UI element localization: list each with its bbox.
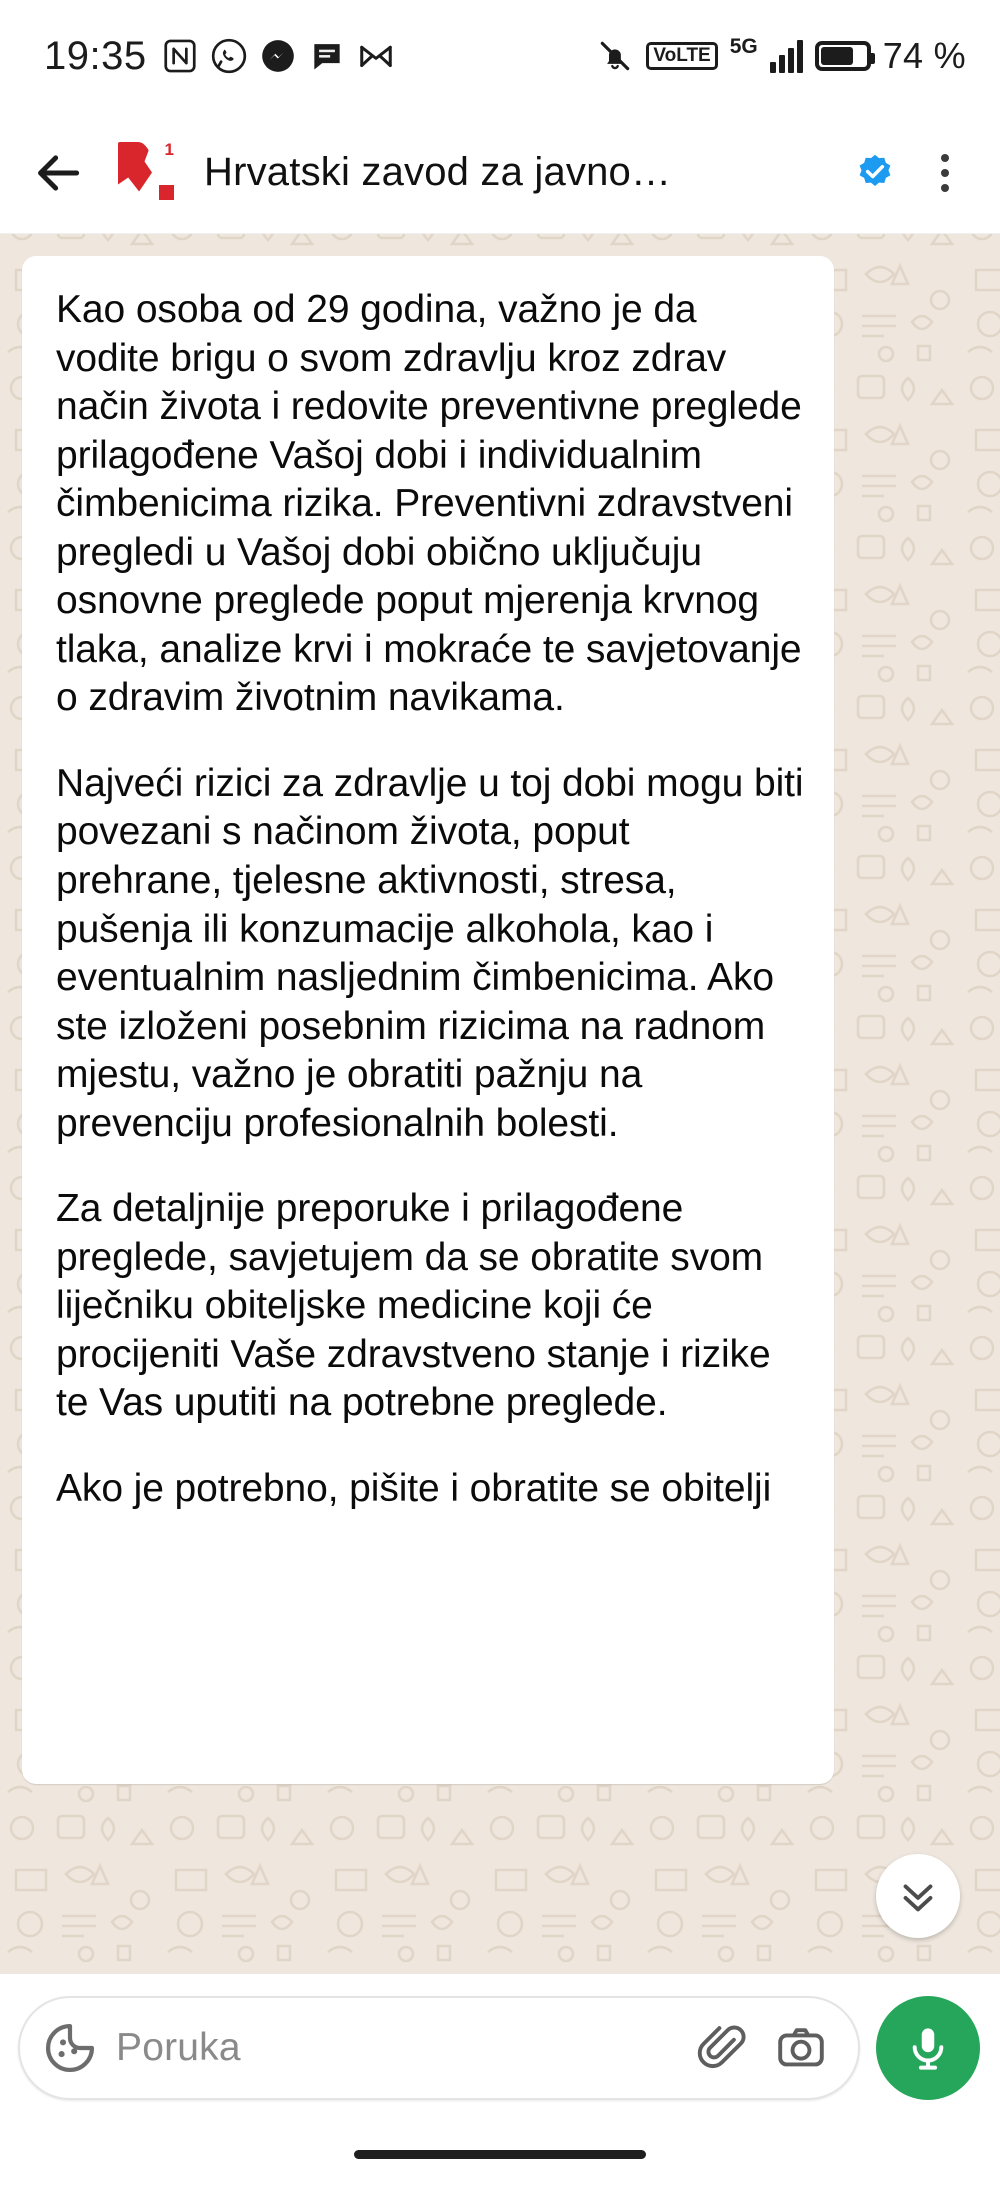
message-bubble[interactable]: [22, 256, 834, 1784]
notifications-muted-icon: [596, 37, 634, 75]
scroll-to-bottom-button[interactable]: [876, 1854, 960, 1938]
attachment-icon[interactable]: [696, 2020, 748, 2076]
microphone-icon: [903, 2023, 953, 2073]
message-paragraph: Najveći rizici za zdravlje u toj dobi mogu biti povezani s načinom života, poput prehrane, tjelesne aktivnosti, stresa, pušenja ili konzumacije alkohola, kao i eventualnim nasljednim čimbenicima. Ako ste izloženi posebnim rizicima na radnom mjestu, važno je obratiti pažnju na prevenciju profesionalnih bolesti.: [56, 761, 804, 1145]
chat-title[interactable]: Hrvatski zavod za javno…: [204, 150, 672, 194]
gmail-icon: [357, 37, 395, 75]
messenger-icon: [259, 37, 297, 75]
camera-icon[interactable]: [772, 2022, 830, 2074]
avatar[interactable]: [108, 136, 182, 210]
message-input-bar: [0, 1974, 1000, 2122]
message-input[interactable]: Poruka: [116, 2026, 241, 2069]
signal-icon: [770, 39, 803, 73]
status-clock: 19:35: [44, 33, 147, 78]
battery-icon: [815, 41, 871, 71]
chevron-double-down-icon: [895, 1873, 941, 1919]
back-button[interactable]: [30, 145, 86, 201]
nfc-icon: [161, 37, 199, 75]
compose-field[interactable]: [18, 1996, 860, 2100]
voice-message-button[interactable]: [876, 1996, 980, 2100]
status-notification-icons: [161, 37, 395, 75]
volte-icon: VoLTE: [646, 42, 717, 70]
status-bar-left: [44, 34, 395, 79]
battery-percent-label: 74 %: [882, 35, 966, 76]
message-paragraph: Ako je potrebno, pišite i obratite se obitelji: [56, 1467, 772, 1511]
chat-area[interactable]: [0, 234, 1000, 1974]
system-navigation-bar: [0, 2122, 1000, 2186]
sms-icon: [308, 37, 346, 75]
more-options-button[interactable]: [918, 143, 972, 203]
app-bar: [0, 112, 1000, 234]
home-gesture-pill[interactable]: [354, 2150, 646, 2159]
network-type-label: 5G: [729, 35, 758, 58]
status-bar-right: [596, 35, 966, 77]
verified-badge-icon: [854, 152, 896, 194]
message-paragraph: Za detaljnije preporuke i prilagođene preglede, savjetujem da se obratite svom liječniku obiteljske medicine koji će procijeniti Vaše zdravstveno stanje i rizike te Vas uputiti na potrebne preglede.: [56, 1187, 771, 1425]
back-arrow-icon: [30, 145, 86, 201]
message-paragraph: Kao osoba od 29 godina, važno je da vodite brigu o svom zdravlju kroz zdrav način života i redovite preventivne preglede prilagođene Vašoj dobi i individualnim čimbenicima rizika. Preventivni zdravstveni pregledi u Vašoj dobi obično uključuju osnovne preglede poput mjerenja krvnog tlaka, analize krvi i mokraće te savjetovanje o zdravim životnim navikama.: [56, 288, 802, 720]
logo-number: 1: [164, 139, 174, 159]
sticker-icon[interactable]: [42, 2020, 98, 2076]
hzjz-logo-icon: [112, 140, 178, 206]
status-bar: [0, 0, 1000, 112]
whatsapp-icon: [210, 37, 248, 75]
